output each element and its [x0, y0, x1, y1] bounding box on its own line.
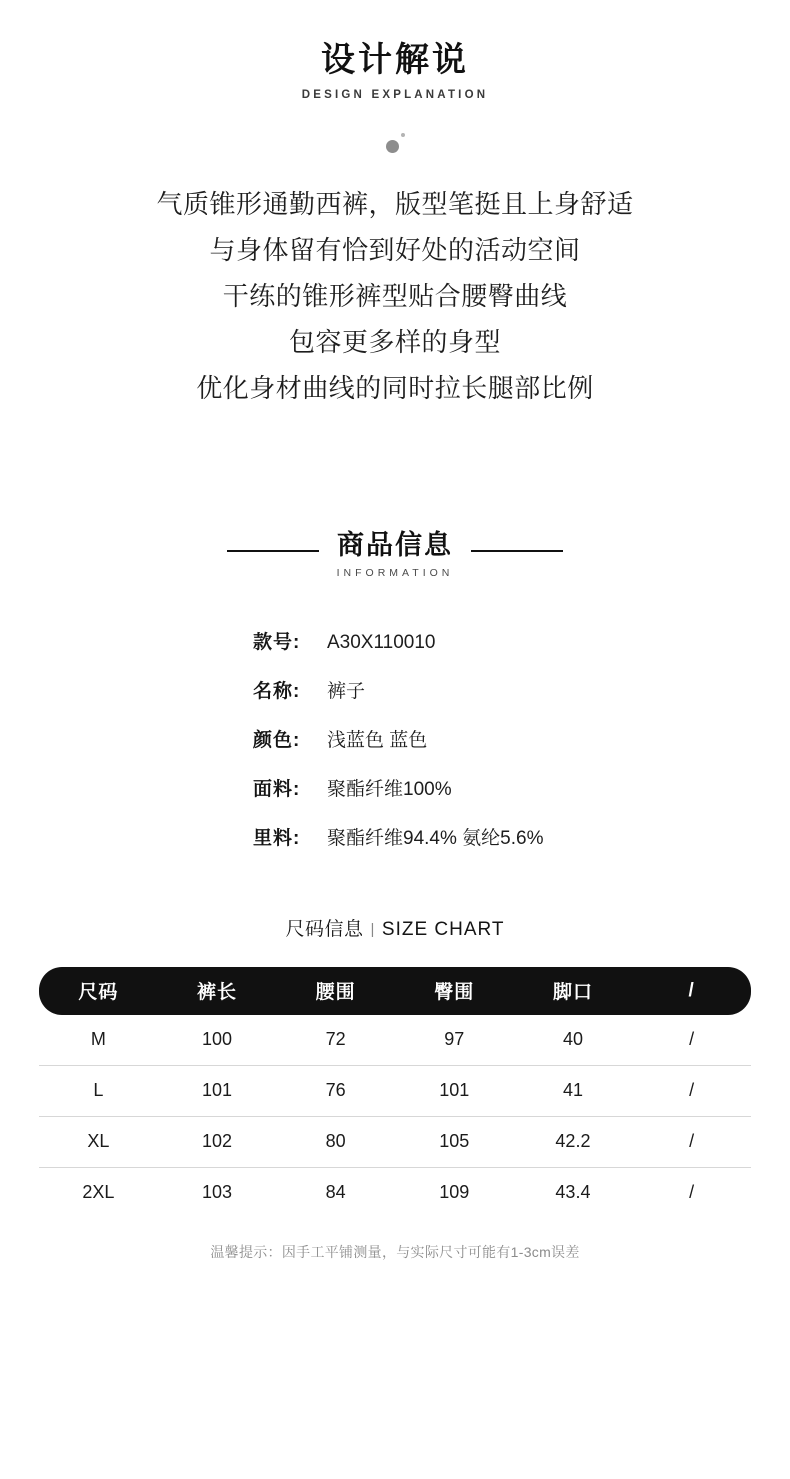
measurement-note: 温馨提示：因手工平铺测量，与实际尺寸可能有1-3cm误差 — [210, 1243, 580, 1260]
spec-label: 里料: — [253, 827, 301, 849]
column-header-pant-length: 裤长 — [158, 967, 277, 1015]
table-row — [39, 1015, 751, 1066]
spec-label: 颜色: — [253, 729, 301, 751]
design-line: 气质锥形通勤西裤，版型笔挺且上身舒适 — [156, 188, 634, 219]
cell-hip: 101 — [395, 1065, 514, 1116]
cell-pant-length: 101 — [158, 1065, 277, 1116]
table-row — [39, 1065, 751, 1116]
spec-label: 名称: — [253, 680, 301, 702]
product-information-header — [0, 523, 790, 579]
design-subtitle: DESIGN EXPLANATION — [301, 88, 489, 101]
cell-pant-length: 100 — [158, 1015, 277, 1066]
cell-hip: 97 — [395, 1015, 514, 1066]
dot-large-icon — [386, 140, 399, 153]
spec-label: 款号: — [253, 631, 301, 653]
cell-size: M — [39, 1015, 158, 1066]
cell-waist: 80 — [276, 1116, 395, 1167]
cell-hip: 105 — [395, 1116, 514, 1167]
size-chart-table — [39, 967, 751, 1218]
spec-value: 聚酯纤维100% — [327, 778, 452, 800]
design-line: 优化身材曲线的同时拉长腿部比例 — [196, 372, 594, 403]
spec-row — [253, 725, 790, 752]
rule-left — [227, 550, 319, 552]
cell-other: / — [689, 1182, 695, 1203]
table-row — [39, 1116, 751, 1167]
design-title: 设计解说 — [321, 41, 469, 79]
cell-leg-opening: 42.2 — [514, 1116, 633, 1167]
cell-other: / — [632, 1015, 751, 1066]
size-chart-table-wrapper — [39, 967, 751, 1218]
cell-other: / — [632, 1065, 751, 1116]
rule-right — [471, 550, 563, 552]
column-header-leg-opening: 脚口 — [514, 967, 633, 1015]
cell-size: XL — [39, 1116, 158, 1167]
column-header-other: / — [632, 967, 751, 1015]
spec-row — [253, 774, 790, 801]
info-subtitle: INFORMATION — [336, 566, 454, 579]
design-line: 干练的锥形裤型贴合腰臀曲线 — [222, 280, 568, 311]
spec-value: 浅蓝色 蓝色 — [327, 729, 428, 751]
spec-row — [253, 676, 790, 703]
design-explanation-header — [0, 0, 790, 101]
product-information-section — [0, 523, 790, 850]
size-chart-body — [39, 1015, 751, 1218]
spec-value: 裤子 — [327, 680, 366, 702]
decorative-dots — [0, 135, 790, 155]
size-chart-heading-zh: 尺码信息 — [285, 918, 364, 940]
dot-small-icon — [401, 133, 405, 137]
spec-value: A30X110010 — [327, 631, 436, 653]
spec-row — [253, 627, 790, 654]
cell-size: 2XL — [82, 1182, 115, 1203]
product-information-titles — [337, 523, 454, 579]
cell-size: L — [39, 1065, 158, 1116]
spec-label: 面料: — [253, 778, 301, 800]
size-chart-heading-en: SIZE CHART — [381, 918, 505, 940]
column-header-waist: 腰围 — [276, 967, 395, 1015]
spec-value: 聚酯纤维94.4% 氨纶5.6% — [327, 827, 544, 849]
info-title: 商品信息 — [337, 529, 453, 560]
spec-row — [253, 823, 790, 850]
cell-pant-length: 103 — [201, 1182, 232, 1203]
design-line: 与身体留有恰到好处的活动空间 — [209, 234, 581, 265]
spec-list — [0, 627, 790, 850]
column-header-hip: 臀围 — [395, 967, 514, 1015]
table-header-row — [39, 967, 751, 1015]
design-description-block — [0, 181, 790, 411]
cell-hip: 109 — [439, 1182, 470, 1203]
design-line: 包容更多样的身型 — [288, 326, 501, 357]
cell-pant-length: 102 — [158, 1116, 277, 1167]
cell-waist: 72 — [276, 1015, 395, 1066]
cell-leg-opening: 43.4 — [555, 1182, 591, 1203]
cell-waist: 84 — [325, 1182, 346, 1203]
cell-leg-opening: 40 — [514, 1015, 633, 1066]
table-row — [39, 1167, 751, 1218]
cell-leg-opening: 41 — [514, 1065, 633, 1116]
column-header-size: 尺码 — [39, 967, 158, 1015]
cell-other: / — [632, 1116, 751, 1167]
size-chart-heading-separator: | — [370, 920, 375, 938]
cell-waist: 76 — [276, 1065, 395, 1116]
size-chart-heading — [0, 914, 790, 941]
size-chart-head — [39, 967, 751, 1015]
